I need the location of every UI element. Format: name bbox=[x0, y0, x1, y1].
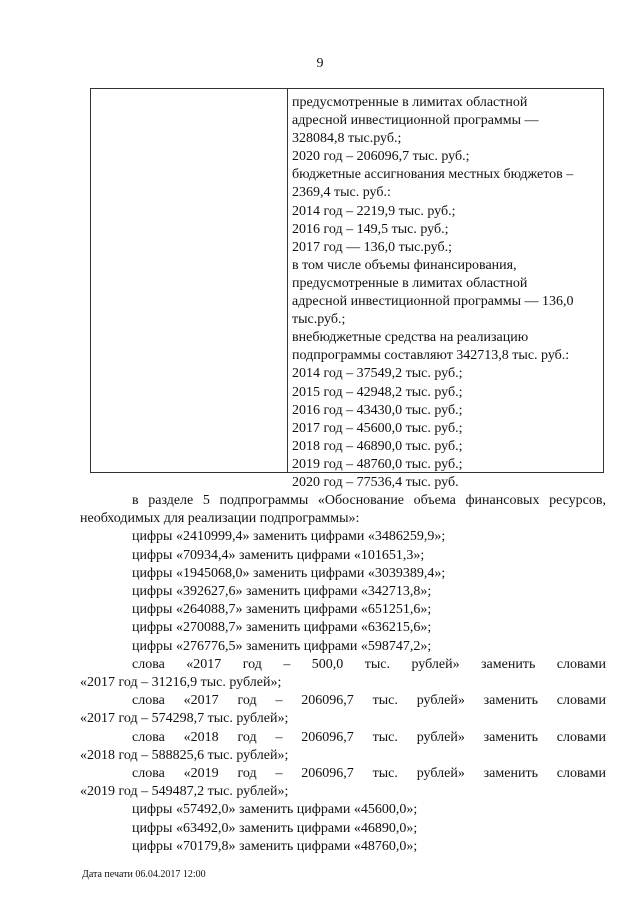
table-line: 2016 год – 149,5 тыс. руб.; bbox=[292, 221, 449, 237]
table-line: 2020 год – 77536,4 тыс. руб. bbox=[292, 474, 459, 490]
funding-table bbox=[90, 88, 604, 490]
words-replacement-cont: «2017 год – 31216,9 тыс. рублей»; bbox=[80, 675, 282, 691]
amendment-item: цифры «57492,0» заменить цифрами «45600,0»; bbox=[132, 802, 418, 818]
table-line: 2017 год — 136,0 тыс.руб.; bbox=[292, 239, 452, 255]
words-replacement: слова «2018 год – 206096,7 тыс. рублей» заменить словами bbox=[132, 729, 606, 745]
amendment-item: цифры «2410999,4» заменить цифрами «3486259,9»; bbox=[132, 529, 446, 545]
amendment-text bbox=[80, 492, 606, 856]
amendment-item: цифры «264088,7» заменить цифрами «651251,6»; bbox=[132, 602, 432, 618]
table-line: адресной инвестиционной программы — bbox=[292, 113, 539, 129]
table-line: 2016 год – 43430,0 тыс. руб.; bbox=[292, 402, 463, 418]
table-line: предусмотренные в лимитах областной bbox=[292, 275, 528, 291]
words-replacement-cont: «2018 год – 588825,6 тыс. рублей»; bbox=[80, 747, 289, 763]
print-date: Дата печати 06.04.2017 12:00 bbox=[82, 869, 206, 880]
page-number: 9 bbox=[316, 56, 324, 71]
table-line: 2369,4 тыс. руб.: bbox=[292, 185, 391, 201]
table-line: подпрограммы составляют 342713,8 тыс. руб.: bbox=[292, 348, 570, 364]
table-right-cell bbox=[292, 94, 599, 492]
amendment-item: цифры «70179,8» заменить цифрами «48760,0»; bbox=[132, 838, 418, 854]
table-line: адресной инвестиционной программы — 136,0 bbox=[292, 294, 574, 310]
amendment-item: цифры «1945068,0» заменить цифрами «3039389,4»; bbox=[132, 565, 446, 581]
table-line: тыс.руб.; bbox=[292, 312, 346, 328]
table-column-divider bbox=[287, 89, 288, 472]
table-line: 2015 год – 42948,2 тыс. руб.; bbox=[292, 384, 463, 400]
amendment-item: цифры «276776,5» заменить цифрами «598747,2»; bbox=[132, 638, 432, 654]
amendment-item: цифры «70934,4» заменить цифрами «101651,3»; bbox=[132, 547, 425, 563]
table-line: предусмотренные в лимитах областной bbox=[292, 95, 528, 110]
table-line: 2014 год – 37549,2 тыс. руб.; bbox=[292, 366, 463, 382]
amendment-item: цифры «392627,6» заменить цифрами «342713,8»; bbox=[132, 584, 432, 600]
intro-line: в разделе 5 подпрограммы «Обоснование объема финансовых ресурсов, bbox=[132, 493, 606, 508]
table-line: 2019 год – 48760,0 тыс. руб.; bbox=[292, 456, 463, 472]
words-replacement: слова «2017 год – 206096,7 тыс. рублей» заменить словами bbox=[132, 693, 606, 709]
table-line: 2017 год – 45600,0 тыс. руб.; bbox=[292, 420, 463, 436]
amendment-item: цифры «270088,7» заменить цифрами «636215,6»; bbox=[132, 620, 432, 636]
table-line: в том числе объемы финансирования, bbox=[292, 257, 517, 273]
intro-line: необходимых для реализации подпрограммы»: bbox=[80, 511, 360, 527]
words-replacement: слова «2019 год – 206096,7 тыс. рублей» заменить словами bbox=[132, 766, 606, 782]
words-replacement: слова «2017 год – 500,0 тыс. рублей» заменить словами bbox=[132, 656, 606, 672]
words-replacement-cont: «2017 год – 574298,7 тыс. рублей»; bbox=[80, 711, 289, 727]
table-line: внебюджетные средства на реализацию bbox=[292, 330, 529, 346]
table-line: 2014 год – 2219,9 тыс. руб.; bbox=[292, 203, 456, 219]
words-replacement-cont: «2019 год – 549487,2 тыс. рублей»; bbox=[80, 784, 289, 800]
table-line: 2020 год – 206096,7 тыс. руб.; bbox=[292, 149, 470, 165]
table-line: 328084,8 тыс.руб.; bbox=[292, 131, 402, 147]
table-line: 2018 год – 46890,0 тыс. руб.; bbox=[292, 438, 463, 454]
table-line: бюджетные ассигнования местных бюджетов – bbox=[292, 167, 574, 183]
amendment-item: цифры «63492,0» заменить цифрами «46890,0»; bbox=[132, 820, 418, 836]
